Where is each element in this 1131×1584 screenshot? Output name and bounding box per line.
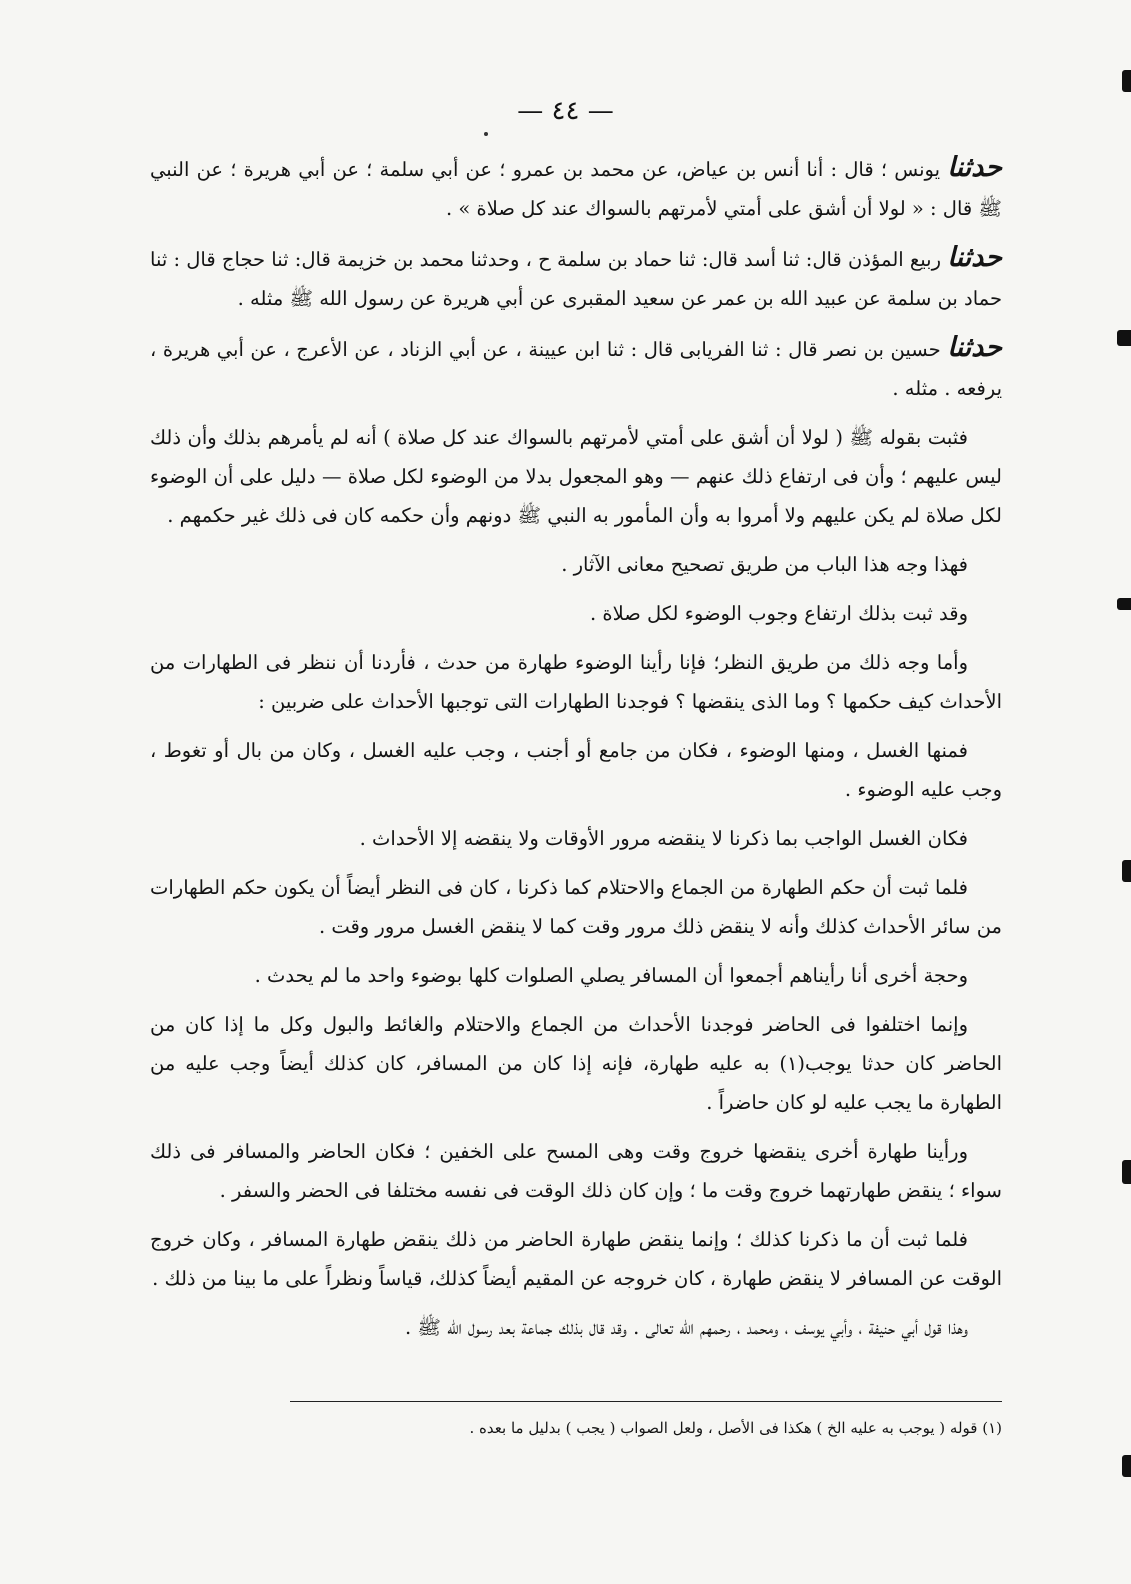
- paragraph: ورأينا طهارة أخرى ينقضها خروج وقت وهى المسح على الخفين ؛ فكان الحاضر والمسافر فى ذلك سواء ؛ ينقض طهارتهما خروج وقت ما ؛ وإن كان ذلك الوقت فى نفسه مختلفا فى الحضر والسفر .: [150, 1140, 1002, 1202]
- paragraph-text: ربيع المؤذن قال: ثنا أسد قال: ثنا حماد بن سلمة ح ، وحدثنا محمد بن خزيمة قال: ثنا حجاج قال : ثنا حماد بن سلمة عن عبيد الله بن عمر عن سعيد المقبرى عن أبي هريرة عن رسول الله ﷺ مثله .: [150, 248, 1002, 310]
- scan-speck: [484, 132, 488, 136]
- paragraph-text: يونس ؛ قال : أنا أنس بن عياض، عن محمد بن عمرو ؛ عن أبي سلمة ؛ عن أبي هريرة ؛ عن النبي ﷺ قال : « لولا أن أشق على أمتي لأمرتهم بالسواك عند كل صلاة » .: [150, 158, 1002, 220]
- paragraph: فهذا وجه هذا الباب من طريق تصحيح معانى الآثار .: [561, 553, 968, 576]
- scan-edge-mark: [1122, 1160, 1131, 1184]
- scan-edge-mark: [1117, 330, 1131, 346]
- paragraph: فمنها الغسل ، ومنها الوضوء ، فكان من جامع أو أجنب ، وجب عليه الغسل ، وكان من بال أو تغوط ، وجب عليه الوضوء .: [150, 739, 1002, 801]
- paragraph: وهذا قول أبي حنيفة ، وأبي يوسف ، ومحمد ، رحمهم الله تعالى . وقد قال بذلك جماعة بعد رسول الله ﷺ .: [404, 1316, 968, 1339]
- paragraph: [150, 238, 1002, 318]
- scan-edge-mark: [1122, 70, 1131, 92]
- hadith-lead-word: حدثنا: [947, 242, 1002, 273]
- hadith-lead-word: حدثنا: [947, 332, 1002, 363]
- paragraph: فلما ثبت أن ما ذكرنا كذلك ؛ وإنما ينقض طهارة الحاضر من ذلك ينقض طهارة المسافر ، وكان خروج الوقت عن المسافر لا ينقض طهارة ، كان خروجه عن المقيم أيضاً كذلك، قياساً ونظراً على ما بينا من ذلك .: [150, 1228, 1002, 1290]
- paragraph: فثبت بقوله ﷺ ( لولا أن أشق على أمتي لأمرتهم بالسواك عند كل صلاة ) أنه لم يأمرهم بذلك وأن ذلك ليس عليهم ؛ وأن فى ارتفاع ذلك عنهم — وهو المجعول بدلا من الوضوء لكل صلاة — دليل على أن الوضوء لكل صلاة لم يكن عليهم ولا أمروا به وأن المأمور به النبي ﷺ دونهم وأن حكمه كان فى ذلك غير حكمهم .: [150, 426, 1002, 527]
- scan-edge-mark: [1122, 1455, 1131, 1477]
- scan-edge-mark: [1122, 860, 1131, 882]
- hadith-lead-word: حدثنا: [947, 152, 1002, 183]
- footnote: (١) قوله ( يوجب به عليه الخ ) هكذا فى الأصل ، ولعل الصواب ( يجب ) بدليل ما بعده .: [469, 1419, 1002, 1437]
- paragraph: وأما وجه ذلك من طريق النظر؛ فإنا رأينا الوضوء طهارة من حدث ، فأردنا أن ننظر فى الطهارات من الأحداث كيف حكمها ؟ وما الذى ينقضها ؟ فوجدنا الطهارات التى توجبها الأحداث على ضربين :: [150, 651, 1002, 713]
- paragraph: وقد ثبت بذلك ارتفاع وجوب الوضوء لكل صلاة .: [590, 602, 968, 625]
- paragraph: وحجة أخرى أنا رأيناهم أجمعوا أن المسافر يصلي الصلوات كلها بوضوء واحد ما لم يحدث .: [254, 964, 968, 987]
- paragraph: فكان الغسل الواجب بما ذكرنا لا ينقضه مرور الأوقات ولا ينقضه إلا الأحداث .: [359, 827, 968, 850]
- paragraph: فلما ثبت أن حكم الطهارة من الجماع والاحتلام كما ذكرنا ، كان فى النظر أيضاً أن يكون حكم الطهارات من سائر الأحداث كذلك وأنه لا ينقض ذلك مرور وقت كما لا ينقض الغسل مرور وقت .: [150, 876, 1002, 938]
- scan-edge-mark: [1117, 598, 1131, 610]
- main-text: [150, 148, 1002, 1357]
- paragraph: [150, 148, 1002, 228]
- paragraph: [150, 328, 1002, 408]
- page-number: — ٤٤ —: [517, 96, 614, 126]
- paragraph: وإنما اختلفوا فى الحاضر فوجدنا الأحداث من الجماع والاحتلام والغائط والبول وكل ما إذا كان من الحاضر كان حدثا يوجب(١) به عليه طهارة، فإنه إذا كان من المسافر، كان كذلك أيضاً وجب عليه من الطهارة ما يجب عليه لو كان حاضراً .: [150, 1013, 1002, 1114]
- paragraph-text: حسين بن نصر قال : ثنا الفريابى قال : ثنا ابن عيينة ، عن أبي الزناد ، عن الأعرج ، عن أبي هريرة ، يرفعه . مثله .: [150, 338, 1002, 400]
- footnote-divider: [290, 1401, 1002, 1402]
